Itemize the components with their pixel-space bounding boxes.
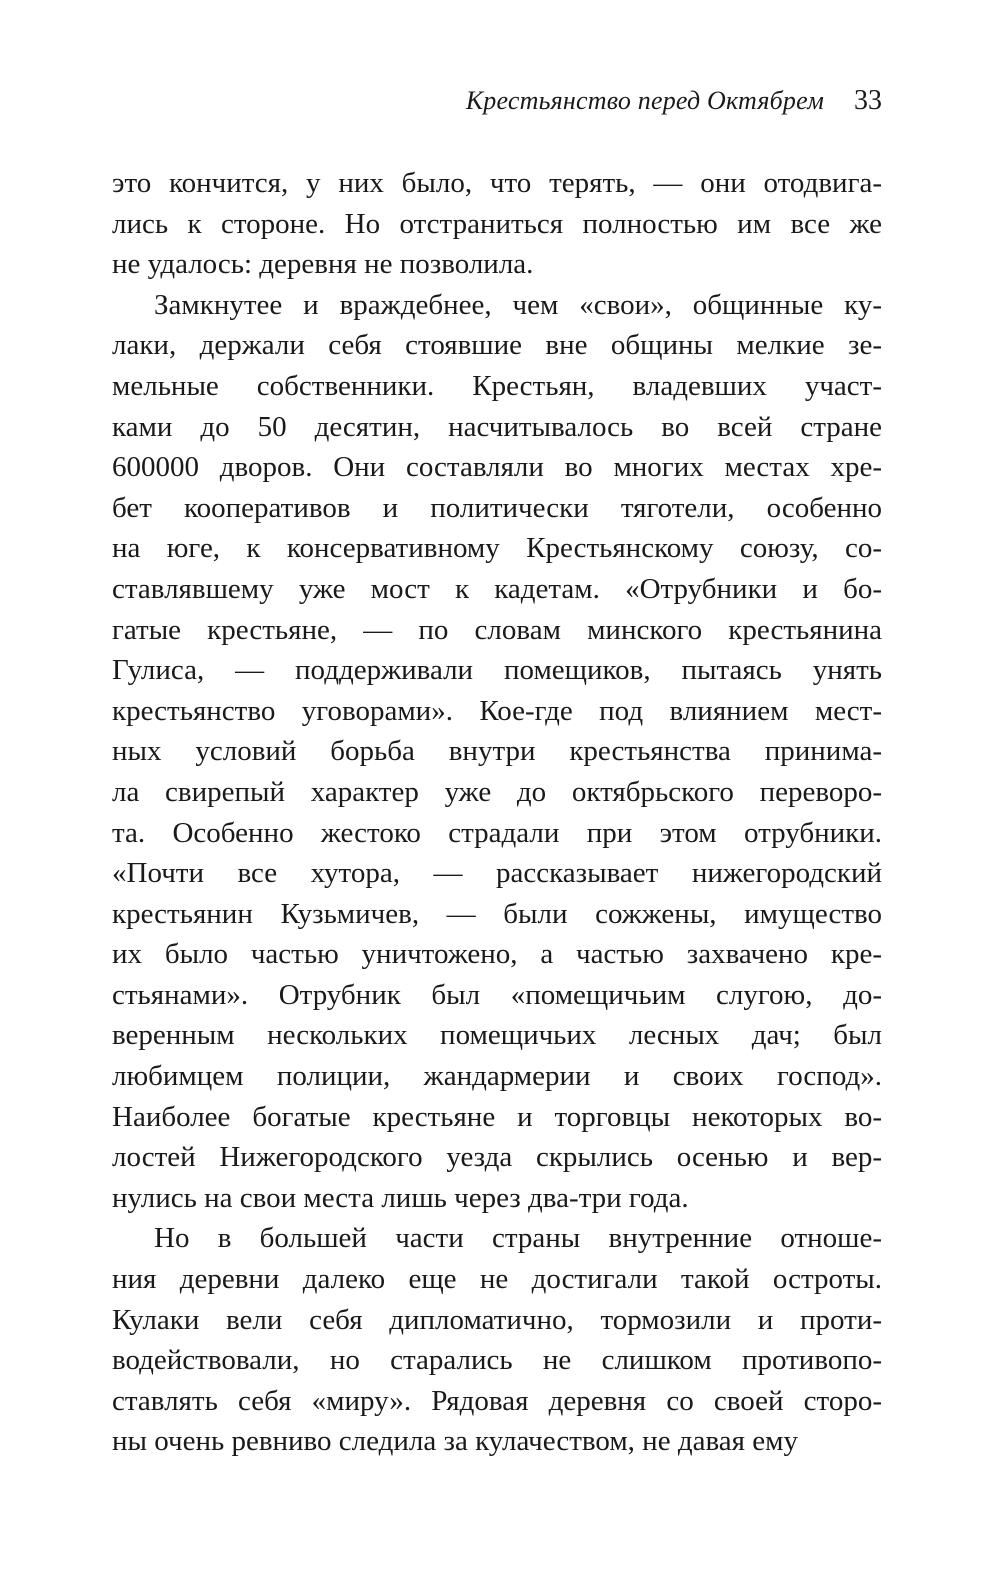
text-line: ставлявшему уже мост к кадетам. «Отрубники и бо- bbox=[112, 572, 882, 605]
text-line: не удалось: деревня не позволила. bbox=[112, 248, 534, 281]
running-head-title: Крестьянство перед Октябрем bbox=[465, 86, 824, 115]
page-number: 33 bbox=[854, 85, 882, 116]
text-line: ны очень ревниво следила за кулачеством, не давая ему bbox=[112, 1425, 798, 1458]
text-line: на юге, к консервативному Крестьянскому союзу, со- bbox=[112, 532, 882, 565]
text-line: лаки, держали себя стоявшие вне общины мелкие зе- bbox=[112, 329, 882, 362]
text-line: мельные собственники. Крестьян, владевших участ- bbox=[112, 369, 882, 402]
text-line: Но в большей части страны внутренние отноше- bbox=[154, 1222, 882, 1255]
text-line: водействовали, но старались не слишком противопо- bbox=[112, 1344, 882, 1377]
text-line: Кулаки вели себя дипломатично, тормозили и проти- bbox=[112, 1303, 882, 1336]
paragraph bbox=[112, 285, 882, 1219]
running-head bbox=[466, 84, 882, 118]
text-line: ставлять себя «миру». Рядовая деревня со своей сторо- bbox=[112, 1384, 882, 1417]
text-line: это кончится, у них было, что терять, — они отодвига- bbox=[112, 167, 882, 199]
text-line: Замкнутее и враждебнее, чем «свои», общинные ку- bbox=[154, 288, 882, 321]
text-line: лись к стороне. Но отстраниться полностью им все же bbox=[112, 207, 882, 240]
text-line: «Почти все хутора, — рассказывает нижегородский bbox=[112, 857, 882, 890]
text-line: лостей Нижегородского уезда скрылись осенью и вер- bbox=[112, 1141, 882, 1174]
text-line: любимцем полиции, жандармерии и своих господ». bbox=[112, 1060, 882, 1093]
text-line: ками до 50 десятин, насчитывалось во всей стране bbox=[112, 410, 882, 443]
body-text bbox=[112, 163, 882, 1462]
text-line: та. Особенно жестоко страдали при этом отрубники. bbox=[112, 816, 882, 849]
text-line: ла свирепый характер уже до октябрьского переворо- bbox=[112, 775, 882, 808]
text-line: гатые крестьяне, — по словам минского крестьянина bbox=[112, 613, 882, 646]
text-line: веренным нескольких помещичьих лесных дач; был bbox=[112, 1019, 882, 1052]
paragraph bbox=[112, 1218, 882, 1462]
text-line: Гулиса, — поддерживали помещиков, пытаясь унять bbox=[112, 654, 882, 687]
text-line: крестьянин Кузьмичев, — были сожжены, имущество bbox=[112, 897, 882, 930]
text-line: ных условий борьба внутри крестьянства принима- bbox=[112, 735, 882, 768]
text-line: Наиболее богатые крестьяне и торговцы некоторых во- bbox=[112, 1100, 882, 1133]
text-line: крестьянство уговорами». Кое-где под влиянием мест- bbox=[112, 694, 882, 727]
text-line: бет кооперативов и политически тяготели, особенно bbox=[112, 491, 882, 524]
text-line: нулись на свои места лишь через два-три года. bbox=[112, 1181, 689, 1214]
text-line: 600000 дворов. Они составляли во многих местах хре- bbox=[112, 451, 882, 484]
text-line: их было частью уничтожено, а частью захвачено кре- bbox=[112, 938, 882, 971]
text-line: стьянами». Отрубник был «помещичьим слугою, до- bbox=[112, 978, 882, 1011]
paragraph bbox=[112, 163, 882, 285]
text-line: ния деревни далеко еще не достигали такой остроты. bbox=[112, 1263, 882, 1296]
